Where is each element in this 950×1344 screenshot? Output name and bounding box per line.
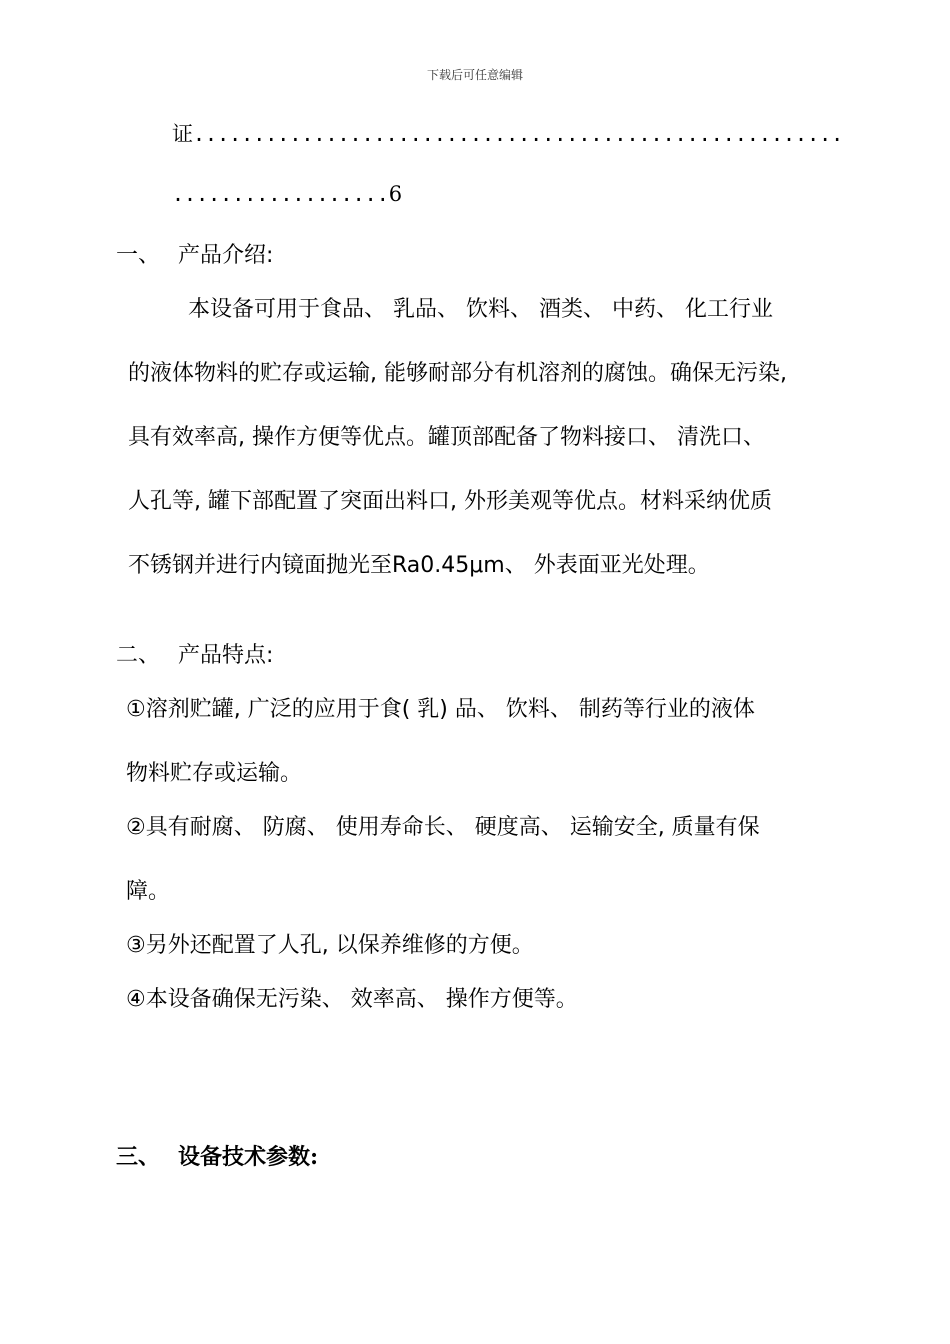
paragraph-line: 本设备可用于食品、 乳品、 饮料、 酒类、 中药、 化工行业 — [188, 297, 773, 322]
page-header: 下载后可任意编辑 — [426, 68, 523, 82]
toc-line-2 — [172, 182, 402, 206]
section-number: 二、 — [116, 643, 161, 668]
toc-leader-dots: ...................................................... — [193, 122, 844, 146]
feature-item: ②具有耐腐、 防腐、 使用寿命长、 硬度高、 运输安全, 质量有保 — [126, 815, 760, 840]
feature-item: ④本设备确保无污染、 效率高、 操作方便等。 — [126, 987, 578, 1012]
feature-item-continued: 物料贮存或运输。 — [126, 761, 303, 786]
feature-item: ①溶剂贮罐, 广泛的应用于食( 乳) 品、 饮料、 制药等行业的液体 — [126, 697, 755, 722]
section-title: 产品特点: — [178, 643, 274, 668]
section-heading-3 — [116, 1140, 318, 1171]
section-title: 设备技术参数: — [178, 1144, 319, 1170]
section-title: 产品介绍: — [178, 243, 274, 268]
paragraph-line: 的液体物料的贮存或运输, 能够耐部分有机溶剂的腐蚀。确保无污染, — [128, 361, 787, 386]
section-number: 三、 — [116, 1144, 161, 1170]
toc-entry-char: 证 — [172, 122, 193, 146]
paragraph-line: 人孔等, 罐下部配置了突面出料口, 外形美观等优点。材料采纳优质 — [128, 489, 772, 514]
toc-leader-dots: .................. — [172, 182, 389, 206]
toc-line-1 — [172, 118, 843, 148]
feature-item: ③另外还配置了人孔, 以保养维修的方便。 — [126, 933, 534, 958]
section-number: 一、 — [116, 243, 161, 268]
section-heading-2 — [116, 638, 273, 669]
toc-page-number: 6 — [388, 182, 403, 206]
paragraph-line: 具有效率高, 操作方便等优点。罐顶部配备了物料接口、 清洗口、 — [128, 425, 765, 450]
feature-item-continued: 障。 — [126, 879, 171, 904]
section-heading-1 — [116, 238, 273, 269]
paragraph-line: 不锈钢并进行内镜面抛光至Ra0.45μm、 外表面亚光处理。 — [128, 553, 710, 578]
